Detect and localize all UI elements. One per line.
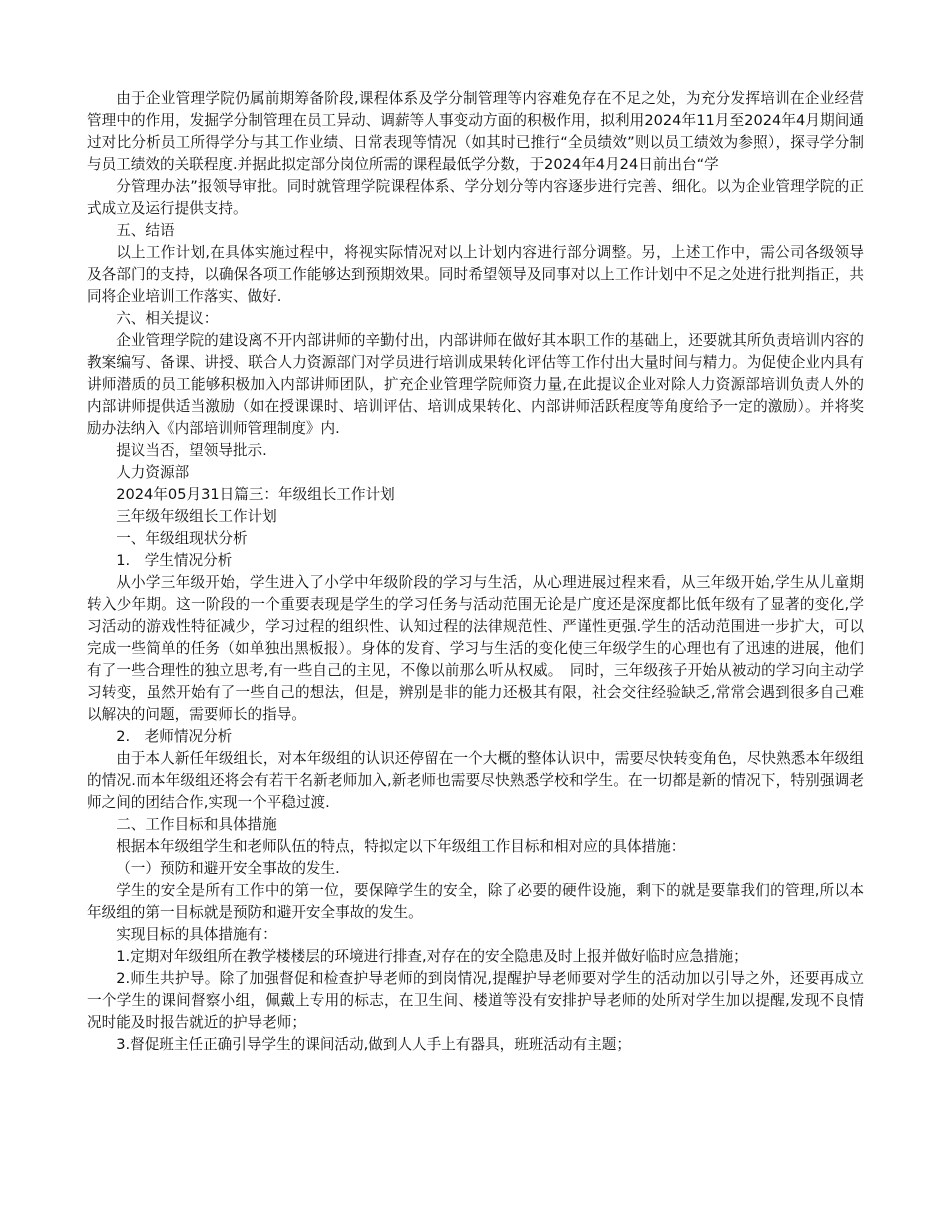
paragraph: 分管理办法”报领导审批。同时就管理学院课程体系、学分划分等内容逐步进行完善、细化。以为企业管理学院的正式成立及运行提供支持。 bbox=[87, 178, 864, 217]
section-heading: 二、工作目标和具体措施 bbox=[116, 816, 277, 833]
subsection-heading: 2. 老师情况分析 bbox=[116, 728, 233, 745]
paragraph: 从小学三年级开始，学生进入了小学中年级阶段的学习与生活，从心理进展过程来看，从三年级开始,学生从儿童期转入少年期。这一阶段的一个重要表现是学生的学习任务与活动范围无论是广度还是深度都比低年级有了显著的变化,学习活动的游戏性特征减少，学习过程的组织性、认知过程的法律规范性、严谨性更强.学生的活动范围进一步扩大，可以完成一些简单的任务（如单独出黑板报）。身体的发育、学习与生活的变化使三年级学生的心理也有了迅速的进展，他们有了一些合理性的独立思考,有一些自己的主见，不像以前那么听从权威。 同时，三年级孩子开始从被动的学习向主动学习转变，虽然开始有了一些自己的想法，但是，辨别是非的能力还极其有限，社会交往经验缺乏,常常会遇到很多自己难以解决的问题，需要师长的指导。 bbox=[87, 574, 864, 723]
paragraph: 学生的安全是所有工作中的第一位，要保障学生的安全，除了必要的硬件设施，剩下的就是要靠我们的管理,所以本年级组的第一目标就是预防和避开安全事故的发生。 bbox=[87, 882, 864, 921]
document-title: 三年级年级组长工作计划 bbox=[116, 508, 277, 525]
paragraph: 实现目标的具体措施有： bbox=[116, 926, 277, 943]
signature-department: 人力资源部 bbox=[116, 464, 190, 481]
list-item: 3.督促班主任正确引导学生的课间活动,做到人人手上有器具，班班活动有主题； bbox=[116, 1036, 631, 1053]
subsection-heading: 1. 学生情况分析 bbox=[116, 552, 233, 569]
section-heading: 五、结语 bbox=[116, 222, 175, 239]
subsection-heading: （一）预防和避开安全事故的发生. bbox=[116, 860, 340, 877]
section-heading: 六、相关提议： bbox=[116, 310, 219, 327]
section-heading: 一、年级组现状分析 bbox=[116, 530, 248, 547]
paragraph: 由于企业管理学院仍属前期筹备阶段,课程体系及学分制管理等内容难免存在不足之处，为充分发挥培训在企业经营管理中的作用，发掘学分制管理在员工异动、调薪等人事变动方面的积极作用，拟利用2024年11月至2024年4月期间通过对比分析员工所得学分与其工作业绩、日常表现等情况（如其时已推行“全员绩效”则以员工绩效为参照），探寻学分制与员工绩效的关联程度.并据此拟定部分岗位所需的课程最低学分数，于2024年4月24日前出台“学 bbox=[87, 90, 864, 173]
paragraph: 提议当否，望领导批示. bbox=[116, 442, 267, 459]
list-item: 1.定期对年级组所在教学楼楼层的环境进行排查,对存在的安全隐患及时上报并做好临时应急措施； bbox=[116, 948, 748, 965]
paragraph: 以上工作计划,在具体实施过程中，将视实际情况对以上计划内容进行部分调整。另，上述工作中，需公司各级领导及各部门的支持，以确保各项工作能够达到预期效果。同时希望领导及同事对以上工作计划中不足之处进行批判指正，共同将企业培训工作落实、做好. bbox=[87, 244, 864, 305]
paragraph: 企业管理学院的建设离不开内部讲师的辛勤付出，内部讲师在做好其本职工作的基础上，还要就其所负责培训内容的教案编写、备课、讲授、联合人力资源部门对学员进行培训成果转化评估等工作付出大量时间与精力。为促使企业内具有讲师潜质的员工能够积极加入内部讲师团队，扩充企业管理学院师资力量,在此提议企业对除人力资源部培训负责人外的内部讲师提供适当激励（如在授课课时、培训评估、培训成果转化、内部讲师活跃程度等角度给予一定的激励）。并将奖励办法纳入《内部培训师管理制度》内. bbox=[87, 332, 864, 437]
paragraph: 根据本年级组学生和老师队伍的特点，特拟定以下年级组工作目标和相对应的具体措施： bbox=[116, 838, 686, 855]
list-item: 2.师生共护导。除了加强督促和检查护导老师的到岗情况,提醒护导老师要对学生的活动加以引导之外，还要再成立一个学生的课间督察小组，佩戴上专用的标志，在卫生间、楼道等没有安排护导老师的处所对学生加以提醒,发现不良情况时能及时报告就近的护导老师； bbox=[87, 970, 864, 1031]
date-line: 2024年05月31日篇三：年级组长工作计划 bbox=[116, 486, 395, 503]
paragraph: 由于本人新任年级组长，对本年级组的认识还停留在一个大概的整体认识中，需要尽快转变角色，尽快熟悉本年级组的情况.而本年级组还将会有若干名新老师加入,新老师也需要尽快熟悉学校和学生。在一切都是新的情况下，特别强调老师之间的团结合作,实现一个平稳过渡. bbox=[87, 750, 864, 811]
